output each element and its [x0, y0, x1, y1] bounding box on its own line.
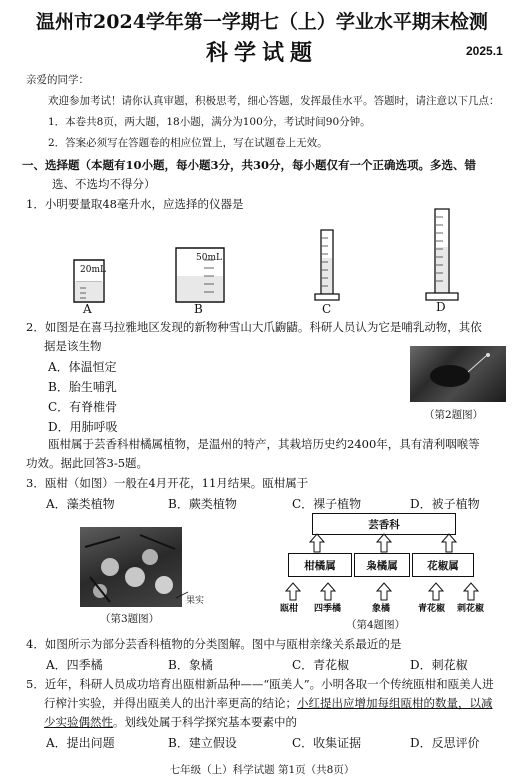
q2-option-d: D．用肺呼吸 — [48, 420, 118, 434]
section-heading-cont: 选、不选均不得分） — [52, 177, 156, 191]
q1-stem: 1．小明要量取48毫升水，应选择的仪器是 — [26, 197, 244, 211]
q2-option-c: C．有脊椎骨 — [48, 400, 118, 414]
greeting: 亲爱的同学： — [26, 74, 89, 86]
q5-option-d: D．反思评价 — [410, 736, 480, 750]
q2-stem: 2．如图是在喜马拉雅地区发现的新物种雪山大爪鼩鼱。科研人员认为它是哺乳动物，其依 — [26, 320, 482, 334]
species-cihuajiao: 刺花椒 — [457, 604, 485, 614]
q3-option-a: A．藻类植物 — [46, 497, 115, 511]
q1-label-a: A — [83, 302, 92, 316]
q2-option-b: B．胎生哺乳 — [48, 380, 117, 394]
q3-stem: 3．瓯柑（如图）一般在4月开花，11月结果。瓯柑属于 — [26, 476, 309, 490]
notice-item-1: 1．本卷共8页，两大题，18小题，满分为100分，考试时间90分钟。 — [48, 116, 371, 128]
species-ougan: 瓯柑 — [280, 604, 299, 614]
passage-line-1: 瓯柑属于芸香科柑橘属植物，是温州的特产，其栽培历史约2400年，具有清利咽喉等 — [48, 437, 480, 451]
exam-date: 2025.1 — [466, 44, 503, 58]
q1-label-c: C — [322, 302, 332, 316]
q1-label-b: B — [194, 302, 203, 316]
cylinder-d-illustration — [424, 207, 460, 304]
q5-option-b: B．建立假设 — [168, 736, 237, 750]
q5-stem: 5．近年，科研人员成功培育出瓯柑新品种——“瓯美人”。小明各取一个传统瓯柑和瓯美人进 — [26, 677, 494, 691]
q5-stem-cont-2: 少实验偶然性。划线处属于科学探究基本要素中的 — [44, 715, 297, 729]
subject-title: 科学试题 — [205, 40, 318, 66]
page-footer: 七年级（上）科学试题 第1页（共8页） — [169, 764, 355, 776]
intro-text: 欢迎参加考试！请你认真审题，积极思考，细心答题，发挥最佳水平。答题时，请注意以下几点： — [48, 95, 500, 107]
q5-option-a: A．提出问题 — [46, 736, 115, 750]
q5-option-c: C．收集证据 — [292, 736, 362, 750]
fruit-label: 果实 — [186, 596, 205, 606]
q4-option-d: D．刺花椒 — [410, 658, 468, 672]
q4-option-a: A．四季橘 — [46, 658, 103, 672]
page-title: 温州市2024学年第一学期七（上）学业水平期末检测 — [36, 11, 488, 33]
q3-option-c: C．裸子植物 — [292, 497, 362, 511]
q3-option-b: B．蕨类植物 — [168, 497, 237, 511]
q3-caption: （第3题图） — [100, 613, 160, 625]
cylinder-c-illustration — [313, 228, 343, 304]
passage-line-2: 功效。据此回答3-5题。 — [26, 456, 149, 470]
family-box: 芸香科 — [312, 513, 456, 535]
q3-option-d: D．被子植物 — [410, 497, 480, 511]
species-sijiju: 四季橘 — [314, 604, 342, 614]
beaker-a-mark: 20mL — [80, 265, 106, 275]
q4-option-c: C．青花椒 — [292, 658, 350, 672]
q4-option-b: B．象橘 — [168, 658, 213, 672]
beaker-b-mark: 50mL — [196, 253, 222, 263]
q5-stem-cont: 行榨汁实验，并得出瓯美人的出汁率更高的结论；小红提出应增加每组瓯柑的数量，以减 — [44, 696, 493, 710]
genus-box-zanthoxylum: 花椒属 — [412, 553, 474, 577]
ougan-photo — [80, 527, 182, 607]
q2-caption: （第2题图） — [424, 409, 484, 421]
species-qinghuajiao: 青花椒 — [418, 604, 446, 614]
q1-label-d: D — [436, 300, 446, 314]
section-heading: 一、选择题（本题有10小题，每小题3分，共30分，每小题仅有一个正确选项。多选、错 — [22, 158, 477, 172]
notice-item-2: 2．答案必须写在答题卷的相应位置上，写在试题卷上无效。 — [48, 137, 328, 149]
q4-stem: 4．如图所示为部分芸香科植物的分类图解。图中与瓯柑亲缘关系最近的是 — [26, 637, 402, 651]
q2-option-a: A．体温恒定 — [48, 360, 117, 374]
shrew-photo — [410, 346, 506, 402]
species-xiangju: 象橘 — [372, 604, 391, 614]
q4-caption: （第4题图） — [346, 619, 406, 631]
genus-box-citrus: 柑橘属 — [288, 553, 352, 577]
genus-box-xiaoju: 枭橘属 — [354, 553, 410, 577]
q2-stem-cont: 据是该生物 — [44, 339, 102, 353]
